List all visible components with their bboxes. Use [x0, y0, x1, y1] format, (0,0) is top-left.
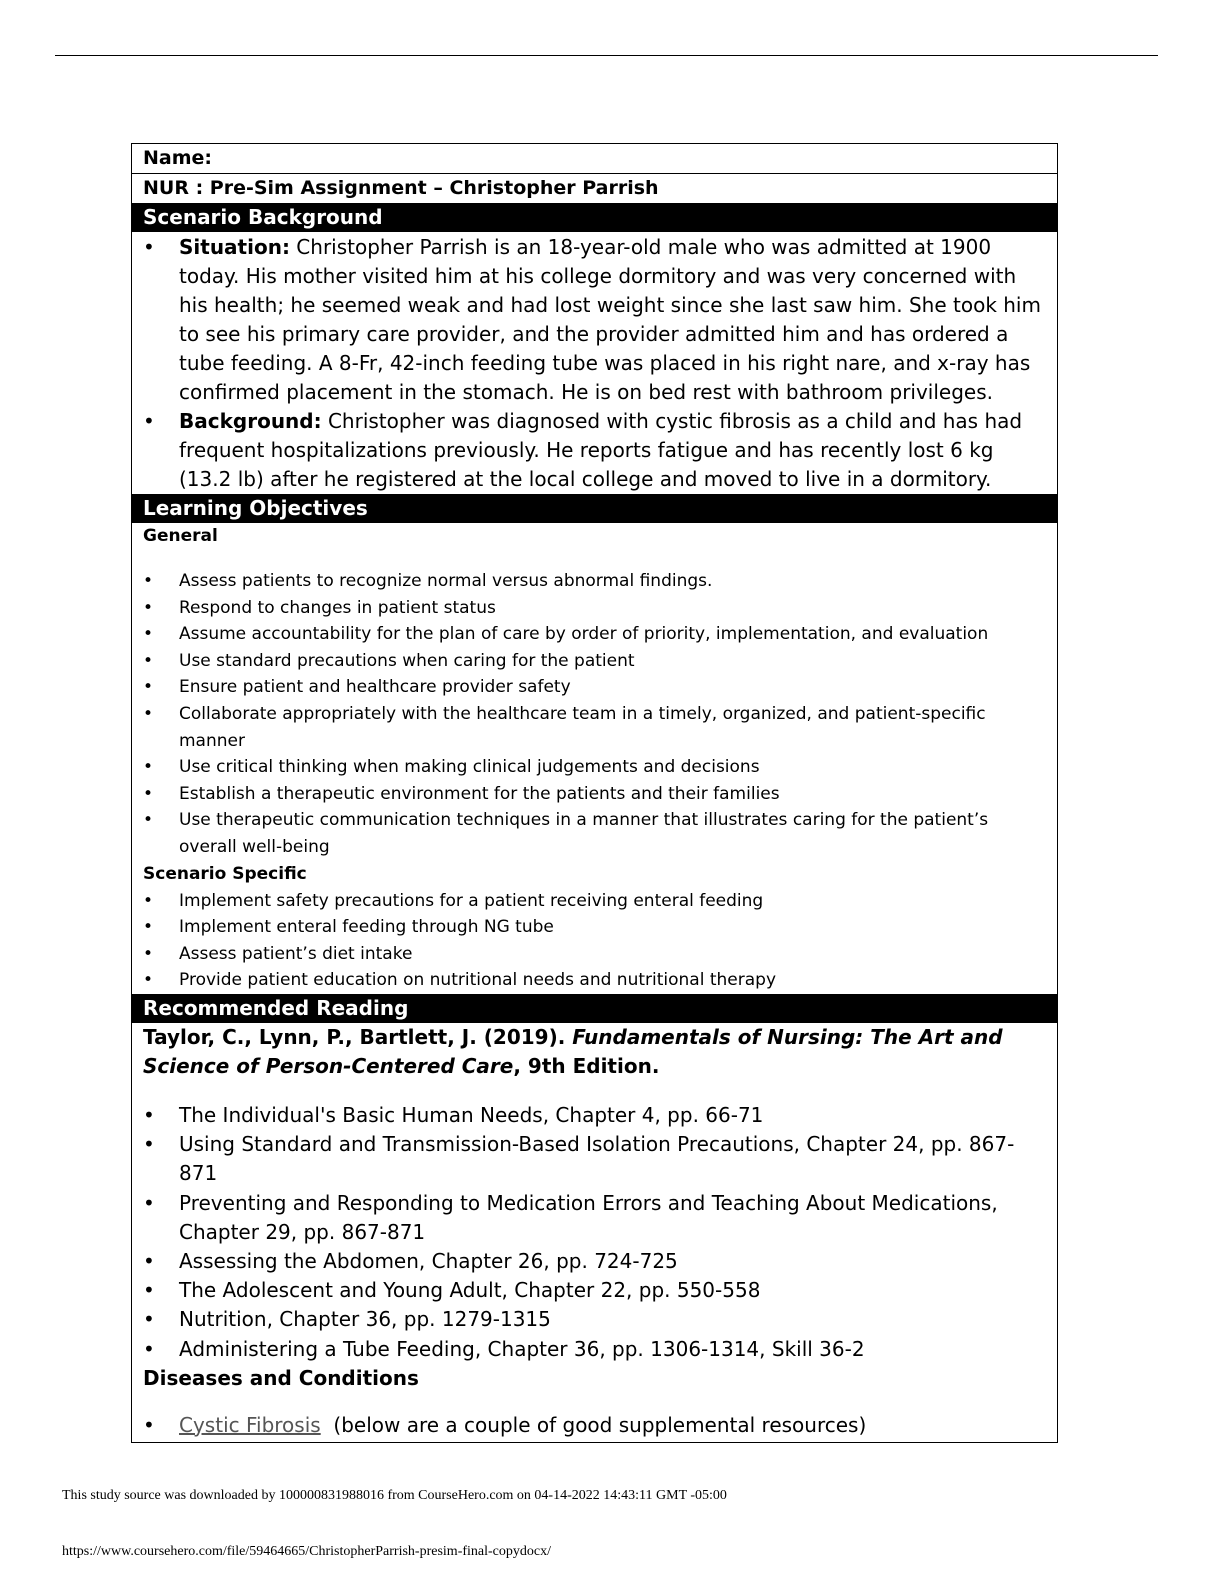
- download-source-note: This study source was downloaded by 100000831988016 from CourseHero.com on 04-14-2022 14:43:11 GMT -05:00: [62, 1488, 727, 1503]
- scenario-background-header: Scenario Background: [132, 203, 1057, 232]
- citation-authors: Taylor, C., Lynn, P., Bartlett, J. (2019).: [143, 1024, 573, 1049]
- list-item: [143, 1130, 1057, 1188]
- citation-edition: , 9th Edition.: [513, 1053, 660, 1078]
- learning-objectives-header: Learning Objectives: [132, 494, 1057, 523]
- bullet-icon: •: [143, 409, 155, 433]
- bullet-icon: •: [143, 1248, 155, 1273]
- background-item: [143, 407, 1057, 494]
- list-item-text: The Individual's Basic Human Needs, Chapter 4, pp. 66-71: [179, 1102, 764, 1127]
- bullet-icon: •: [143, 757, 154, 778]
- list-item: [143, 1411, 1057, 1440]
- bullet-icon: •: [143, 917, 154, 938]
- bullet-icon: •: [143, 235, 155, 259]
- textbook-citation: [143, 1023, 1057, 1081]
- list-item: [143, 621, 1057, 648]
- situation-text: Christopher Parrish is an 18-year-old male who was admitted at 1900 today. His mother visited him at his college dormitory and was very concerned with his health; he seemed weak and had lost weight since she last saw him. She took him to see his primary care provider, and the provider admitted him and has ordered a tube feeding. A 8-Fr, 42-inch feeding tube was placed in his right nare, and x-ray has confirmed placement in the stomach. He is on bed rest with bathroom privileges.: [179, 235, 1041, 404]
- bullet-icon: •: [143, 703, 154, 724]
- list-item-text: Provide patient education on nutritional needs and nutritional therapy: [179, 970, 777, 991]
- citation-title: Fundamentals of Nursing: The Art and Science of Person-Centered Care: [143, 1024, 1003, 1078]
- list-item-text: Use critical thinking when making clinical judgements and decisions: [179, 757, 760, 778]
- list-item: [143, 914, 1057, 941]
- general-objectives-list: [143, 568, 1057, 861]
- list-item: [143, 807, 1057, 860]
- bullet-icon: •: [143, 1102, 155, 1127]
- list-item-text: Assess patient’s diet intake: [179, 943, 413, 964]
- scenario-specific-subheading: Scenario Specific: [143, 863, 307, 884]
- bullet-icon: •: [143, 970, 154, 991]
- bullet-icon: •: [143, 1278, 155, 1303]
- list-item-text: Respond to changes in patient status: [179, 597, 496, 618]
- bullet-icon: •: [143, 624, 154, 645]
- list-item: [143, 1276, 1057, 1305]
- list-item: [143, 595, 1057, 622]
- list-item: [143, 648, 1057, 675]
- course-title-row: [132, 174, 1057, 203]
- list-item-text: Assess patients to recognize normal versus abnormal findings.: [179, 571, 713, 591]
- bullet-icon: •: [143, 571, 154, 591]
- list-item: [143, 1305, 1057, 1334]
- bullet-icon: •: [143, 677, 154, 698]
- list-item: [143, 781, 1057, 808]
- list-item: [143, 941, 1057, 968]
- list-item: [143, 568, 1057, 595]
- list-item-text: Establish a therapeutic environment for the patients and their families: [179, 783, 780, 804]
- list-item-text: Preventing and Responding to Medication Errors and Teaching About Medications, Chapter 29, pp. 867-871: [179, 1190, 998, 1244]
- bullet-icon: •: [143, 597, 154, 618]
- list-item-text: Use therapeutic communication techniques in a manner that illustrates caring for the patient’s overall well-being: [179, 810, 989, 857]
- bullet-icon: •: [143, 943, 154, 964]
- cystic-fibrosis-link[interactable]: Cystic Fibrosis: [179, 1412, 321, 1437]
- bullet-icon: •: [143, 1412, 155, 1437]
- list-item-text: Administering a Tube Feeding, Chapter 36, pp. 1306-1314, Skill 36-2: [179, 1336, 865, 1361]
- list-item-text: Collaborate appropriately with the healthcare team in a timely, organized, and patient-specific manner: [179, 703, 986, 751]
- background-label: Background:: [179, 409, 322, 433]
- bullet-icon: •: [143, 1190, 155, 1215]
- background-text: Christopher was diagnosed with cystic fibrosis as a child and has had frequent hospitalizations previously. He reports fatigue and has recently lost 6 kg (13.2 lb) after he registered at the local college and moved to live in a dormitory.: [179, 409, 1023, 491]
- list-item: [143, 1189, 1057, 1247]
- list-item-text: The Adolescent and Young Adult, Chapter 22, pp. 550-558: [179, 1278, 761, 1303]
- list-item-text: Implement enteral feeding through NG tube: [179, 917, 554, 938]
- list-item: [143, 674, 1057, 701]
- recommended-reading-section: [132, 1023, 1057, 1442]
- list-item-text: Ensure patient and healthcare provider safety: [179, 677, 571, 698]
- learning-objectives-section: [132, 523, 1057, 994]
- list-item: [143, 1247, 1057, 1276]
- course-title: NUR : Pre-Sim Assignment – Christopher Parrish: [143, 177, 659, 199]
- diseases-list: [143, 1411, 1057, 1440]
- recommended-reading-header: Recommended Reading: [132, 994, 1057, 1023]
- top-rule: [55, 55, 1158, 56]
- general-subheading: General: [143, 526, 218, 546]
- situation-label: Situation:: [179, 235, 290, 259]
- diseases-subheading: Diseases and Conditions: [143, 1365, 419, 1390]
- list-item: [143, 701, 1057, 754]
- scenario-background-list: [143, 233, 1057, 494]
- list-item-text: Implement safety precautions for a patient receiving enteral feeding: [179, 890, 764, 911]
- disease-note: (below are a couple of good supplemental resources): [320, 1412, 867, 1437]
- list-item: [143, 967, 1057, 994]
- scenario-background-section: [132, 232, 1057, 494]
- name-field-row: [132, 144, 1057, 174]
- bullet-icon: •: [143, 1132, 155, 1157]
- list-item-text: Using Standard and Transmission-Based Isolation Precautions, Chapter 24, pp. 867-871: [179, 1132, 1015, 1186]
- list-item: [143, 754, 1057, 781]
- list-item-text: Assessing the Abdomen, Chapter 26, pp. 724-725: [179, 1248, 678, 1273]
- list-item: [143, 1101, 1057, 1130]
- situation-item: [143, 233, 1057, 407]
- bullet-icon: •: [143, 1307, 155, 1332]
- list-item-text: Assume accountability for the plan of care by order of priority, implementation, and evaluation: [179, 624, 989, 645]
- bullet-icon: •: [143, 1336, 155, 1361]
- scenario-specific-objectives-list: [143, 888, 1057, 994]
- bullet-icon: •: [143, 810, 154, 831]
- list-item-text: Use standard precautions when caring for the patient: [179, 650, 635, 671]
- bullet-icon: •: [143, 783, 154, 804]
- source-url: https://www.coursehero.com/file/59464665/ChristopherParrish-presim-final-copydocx/: [62, 1544, 551, 1559]
- list-item-text: Nutrition, Chapter 36, pp. 1279-1315: [179, 1307, 551, 1332]
- bullet-icon: •: [143, 650, 154, 671]
- list-item: [143, 1335, 1057, 1364]
- reading-list: [143, 1101, 1057, 1364]
- list-item: [143, 888, 1057, 915]
- bullet-icon: •: [143, 890, 154, 911]
- assignment-table: [131, 143, 1058, 1443]
- name-label: Name:: [143, 147, 213, 169]
